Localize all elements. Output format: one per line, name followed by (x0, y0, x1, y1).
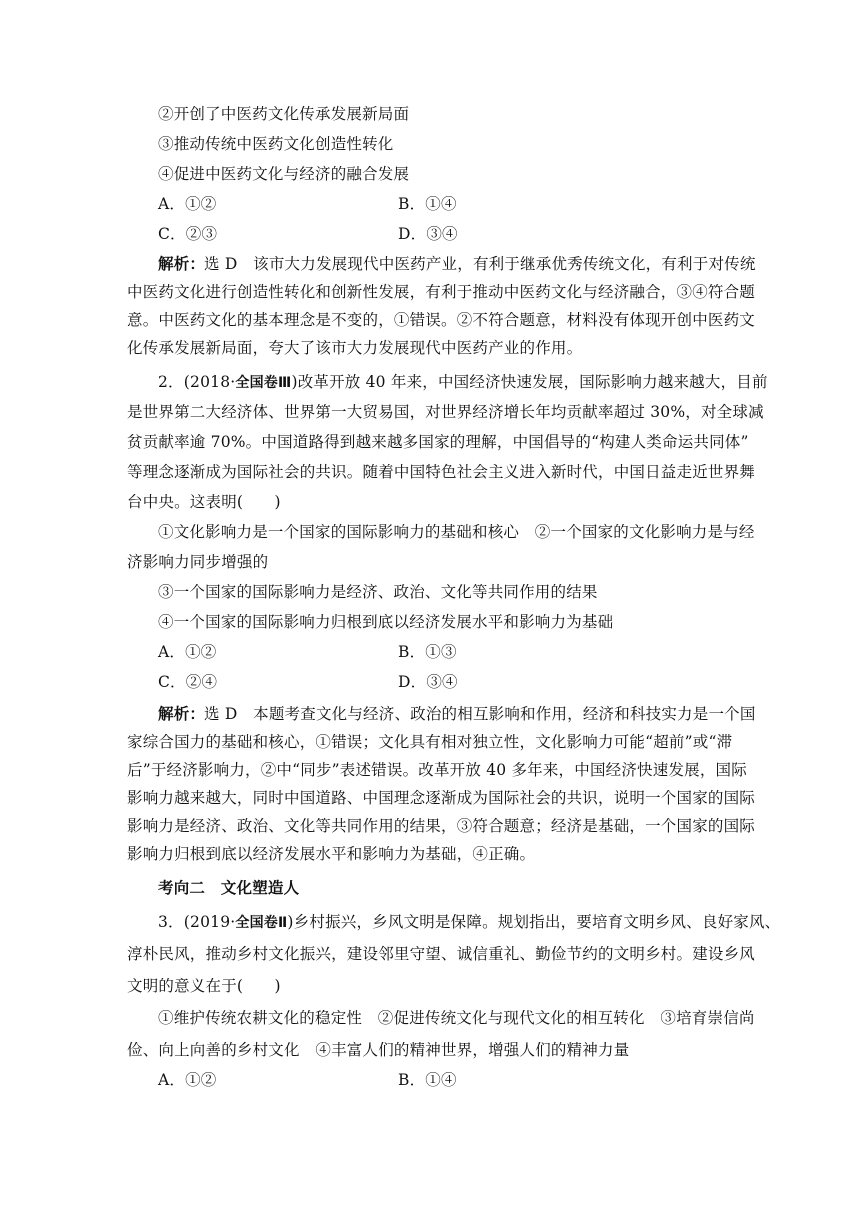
q2-option-d: D．③④ (398, 673, 458, 691)
q3-number: 3． (158, 913, 184, 931)
q1-option-c: C．②③ (158, 225, 218, 243)
q2-number: 2． (158, 373, 184, 391)
q2-option-c: C．②④ (158, 673, 218, 691)
q1-option-a: A．①② (158, 195, 217, 213)
q2-option-a: A．①② (158, 643, 217, 661)
q2-source: 全国卷Ⅲ (235, 375, 292, 391)
q1-option-b: B．①④ (398, 195, 457, 213)
q1-option-d: D．③④ (398, 225, 458, 243)
q1-analysis-label: 解析： (158, 254, 206, 273)
q3-option-b: B．①④ (398, 1071, 457, 1089)
document-page: ②开创了中医药文化传承发展新局面 ③推动传统中医药文化创造性转化 ④促进中医药文化与经济的融合发展 A．①② B．①④ C．②③ D．③④ 解析： 选 D 该市大力发展现代中医药产业，有利于继承优秀传统文化，有利于对传统 中医药文化进行创造性转化和创新性发展，有利于推动中医药文化与经济融合，③④符合题 意。中医药文化的基本理念是不变的，①错误。②不符合题意，材料没有体现开创中医药文 化传承发展新局面，夸大了该市大力发展现代中医药产业的作用。 2．(2018·全国卷Ⅲ)改革开放 40 年来，中国经济快速发展，国际影响力越来越大，目前 是世界第二大经济体、世界第一大贸易国，对世界经济增长年均贡献率超过 30%，对全球减 贫贡献率逾 70%。中国道路得到越来越多国家的理解，中国倡导的“构建人类命运共同体” 等理念逐渐成为国际社会的共识。随着中国特色社会主义进入新时代，中国日益走近世界舞 台中央。这表明( ) ①文化影响力是一个国家的国际影响力的基础和核心 ②一个国家的文化影响力是与经 济影响力同步增强的 ③一个国家的国际影响力是经济、政治、文化等共同作用的结果 ④一个国家的国际影响力归根到底以经济发展水平和影响力为基础 A．①② B．①③ C．②④ D．③④ 解析： 选 D 本题考查文化与经济、政治的相互影响和作用，经济和科技实力是一个国 家综合国力的基础和核心，①错误；文化具有相对独立性，文化影响力可能“超前”或“滞 后”于经济影响力，②中“同步”表述错误。改革开放 40 多年来，中国经济快速发展，国际 影响力越来越大，同时中国道路、中国理念逐渐成为国际社会的共识，说明一个国家的国际 影响力是经济、政治、文化等共同作用的结果，③符合题意；经济是基础，一个国家的国际 影响力归根到底以经济发展水平和影响力为基础，④正确。 考向二 文化塑造人 3．(2019·全国卷Ⅱ)乡村振兴，乡风文明是保障。规划指出，要培育文明乡风、良好家风、 淳朴民风，推动乡村文化振兴，建设邻里守望、诚信重礼、勤俭节约的文明乡村。建设乡风 文明的意义在于( ) ①维护传统农耕文化的稳定性 ②促进传统文化与现代文化的相互转化 ③培育崇信尚 俭、向上向善的乡村文化 ④丰富人们的精神世界，增强人们的精神力量 A．①② B．①④ (127, 105, 781, 1089)
q3-option-a: A．①② (158, 1071, 217, 1089)
q2-analysis-label: 解析： (158, 704, 206, 723)
q3-source: 全国卷Ⅱ (235, 915, 288, 931)
q2-option-b: B．①③ (398, 643, 457, 661)
